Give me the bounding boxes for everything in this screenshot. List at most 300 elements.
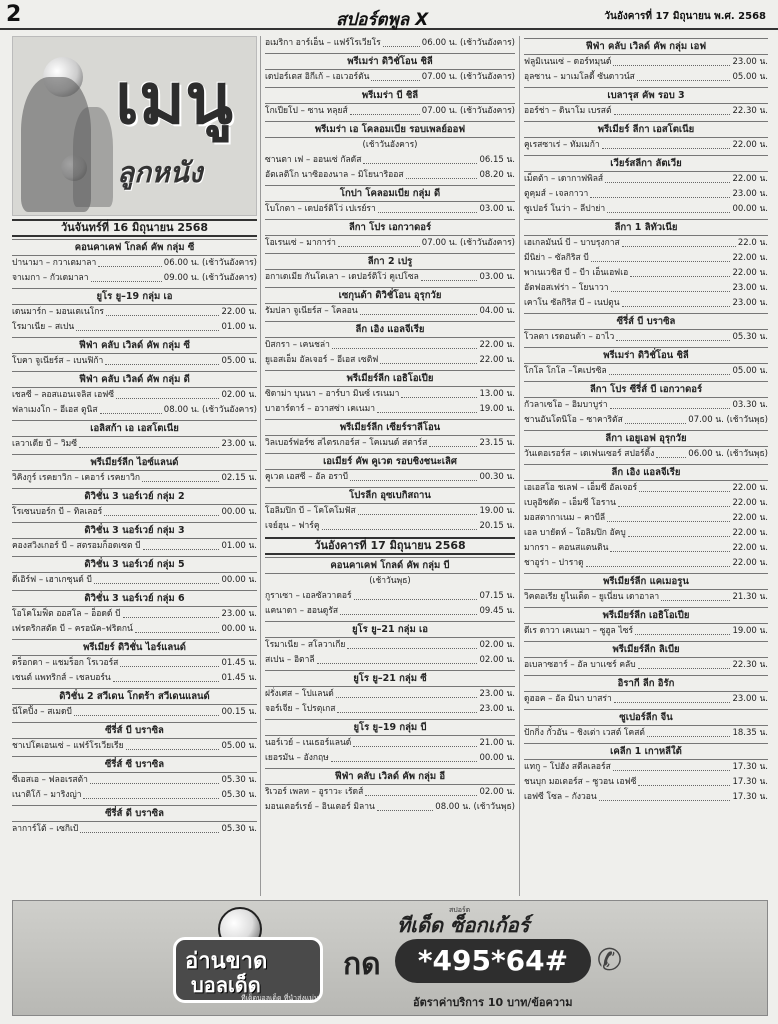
dot-leader bbox=[74, 705, 220, 716]
league-heading: พรีเมร่า เอ โคลอมเบีย รอบเพลย์ออฟ bbox=[265, 121, 515, 138]
league-heading: พรีเมียร์ลีก แคเมอรูน bbox=[524, 573, 768, 590]
fixture-row bbox=[265, 436, 515, 451]
column-1 bbox=[12, 36, 257, 837]
dot-leader bbox=[123, 607, 220, 618]
fixture-row bbox=[265, 236, 515, 251]
dot-leader bbox=[358, 504, 478, 515]
match-teams: ชานอันโตนิโอ – ซาคาริตัส bbox=[524, 415, 623, 425]
dot-leader bbox=[337, 702, 477, 713]
match-teams: เฮเกลมันน์ บี – บาบรุงกาส bbox=[524, 238, 620, 248]
fixture-row bbox=[524, 266, 768, 281]
league-heading: ฟีฟ่า คลับ เวิลด์ คัพ กลุ่ม ดี bbox=[12, 371, 257, 388]
fixture-row bbox=[265, 270, 515, 285]
match-teams: คูเวต เอสซี – อัล อราบี bbox=[265, 472, 349, 482]
fixture-row bbox=[524, 496, 768, 511]
fixture-row bbox=[524, 556, 768, 571]
fixture-list bbox=[265, 53, 515, 534]
match-teams: โรมาเนีย – สโลวาเกีย bbox=[265, 640, 346, 650]
dot-leader bbox=[79, 437, 219, 448]
league-note: (เช้าวันพุธ) bbox=[369, 576, 411, 586]
kickoff-time: 23.00 น. bbox=[479, 689, 515, 699]
match-teams: อัตเลติโก นาซิอองนาล – มิโยนาริออส bbox=[265, 170, 404, 180]
league-heading: ลีกา 2 เปรู bbox=[265, 253, 515, 270]
fixture-row bbox=[524, 236, 768, 251]
ad-dial-code[interactable]: *495*64# bbox=[395, 939, 591, 983]
kickoff-time: 02.00 น. bbox=[479, 787, 515, 797]
kickoff-time: 00.15 น. bbox=[221, 707, 257, 717]
league-heading: ซูเปอร์ลีก จีน bbox=[524, 709, 768, 726]
match-teams: ดีเร ดาวา เคเนมา – ซูฮูล ไซร์ bbox=[524, 626, 634, 636]
fixture-row bbox=[524, 790, 768, 805]
match-teams: มากรา – คอนสแตนติน bbox=[524, 543, 609, 553]
dot-leader bbox=[630, 266, 730, 277]
dot-leader bbox=[90, 773, 220, 784]
league-heading: พรีเมียร์ลีก ลิเบีย bbox=[524, 641, 768, 658]
kickoff-time: 22.30 น. bbox=[732, 106, 768, 116]
kickoff-time: 22.0 น. bbox=[737, 238, 768, 248]
menu-banner bbox=[12, 36, 257, 216]
kickoff-time: 07.00 น. (เช้าวันอังคาร) bbox=[421, 238, 515, 248]
league-heading: ลีกา 1 ลิทัวเนีย bbox=[524, 219, 768, 236]
kickoff-time: 21.30 น. bbox=[732, 592, 768, 602]
advertisement-banner[interactable] bbox=[12, 900, 768, 1016]
fixture-row bbox=[524, 541, 768, 556]
match-teams: นอร์เวย์ – เนเธอร์แลนด์ bbox=[265, 738, 352, 748]
league-note: (เช้าวันอังคาร) bbox=[362, 140, 418, 150]
league-heading: โกปา โคลอมเบีย กลุ่ม ดี bbox=[265, 185, 515, 202]
dot-leader bbox=[613, 55, 730, 66]
match-teams: เจย์ฮุน – ฟาร์คู bbox=[265, 521, 320, 531]
league-heading: ซีรี่ส์ บี บราซิล bbox=[12, 722, 257, 739]
fixture-row bbox=[265, 402, 515, 417]
kickoff-time: 22.00 น. bbox=[732, 513, 768, 523]
fixture-row bbox=[265, 736, 515, 751]
kickoff-time: 22.00 น. bbox=[732, 140, 768, 150]
match-teams: คูเรสซาเร่ – ทัมเมก้า bbox=[524, 140, 600, 150]
league-heading: เซกุนด้า ดิวิชั่โอน อุรุกวัย bbox=[265, 287, 515, 304]
date-heading: วันอังคารที่ 17 มิถุนายน 2568 bbox=[265, 537, 515, 555]
fixture-row bbox=[524, 281, 768, 296]
league-heading: พรีเมียร์ลีก เซียร์ราลีโอน bbox=[265, 419, 515, 436]
match-teams: ชนบุก มอเตอร์ส – ซูวอน เอฟซี bbox=[524, 777, 637, 787]
column-3 bbox=[524, 36, 768, 805]
kickoff-time: 18.35 น. bbox=[732, 728, 768, 738]
dot-leader bbox=[613, 760, 731, 771]
league-heading: ฟีฟ่า คลับ เวิลด์ คัพ กลุ่ม ซี bbox=[12, 337, 257, 354]
kickoff-time: 09.45 น. bbox=[479, 606, 515, 616]
fixture-row bbox=[524, 481, 768, 496]
kickoff-time: 00.30 น. bbox=[479, 472, 515, 482]
banner-title: เมนู bbox=[115, 58, 233, 140]
match-teams: ลาการ์โต้ – เซกิเป้ bbox=[12, 824, 79, 834]
dot-leader bbox=[353, 736, 477, 747]
league-heading: ซีรี่ส์ บี บราซิล bbox=[524, 313, 768, 330]
kickoff-time: 17.30 น. bbox=[732, 792, 768, 802]
dot-leader bbox=[605, 172, 730, 183]
dot-leader bbox=[401, 387, 477, 398]
kickoff-time: 01.00 น. bbox=[221, 541, 257, 551]
kickoff-time: 19.00 น. bbox=[732, 626, 768, 636]
kickoff-time: 01.45 น. bbox=[221, 673, 257, 683]
fixture-row bbox=[524, 251, 768, 266]
kickoff-time: 03.00 น. bbox=[479, 204, 515, 214]
match-teams: กูราเซา – เอลซัลวาดอร์ bbox=[265, 591, 352, 601]
match-teams: วิคตอเรีย ยูไนเต็ด – ยูเนี่ยน เดาอาลา bbox=[524, 592, 660, 602]
fixture-row bbox=[524, 104, 768, 119]
dot-leader bbox=[429, 436, 477, 447]
dot-leader bbox=[591, 251, 731, 262]
ad-brand: ทีเด็ด ซ็อกเก้อร์ bbox=[397, 913, 530, 937]
match-teams: ปักกิ่ง กั๋วอัน – ชิงเต่า เวสต์ โคสต์ bbox=[524, 728, 645, 738]
kickoff-time: 02.15 น. bbox=[221, 473, 257, 483]
match-teams: โวลตา เรดอนด้า – อาไว bbox=[524, 332, 615, 342]
kickoff-time: 22.00 น. bbox=[732, 543, 768, 553]
league-heading: ลีก เอิง แอลจีเรีย bbox=[524, 464, 768, 481]
fixture-row bbox=[12, 403, 257, 418]
match-teams: จาเมกา – กัวเดมาลา bbox=[12, 273, 89, 283]
match-teams: เชลซี – ลอสแอนเจลิส เอฟซี bbox=[12, 390, 114, 400]
kickoff-time: 23.00 น. bbox=[732, 57, 768, 67]
league-heading: ลีกา โปร ซีรี่ส์ บี เอกวาดอร์ bbox=[524, 381, 768, 398]
dot-leader bbox=[100, 403, 162, 414]
kickoff-time: 22.00 น. bbox=[732, 174, 768, 184]
kickoff-time: 00.00 น. bbox=[221, 624, 257, 634]
kickoff-time: 22.00 น. bbox=[732, 483, 768, 493]
column-2 bbox=[265, 36, 515, 815]
kickoff-time: 23.00 น. bbox=[732, 189, 768, 199]
fixture-row bbox=[265, 800, 515, 815]
match-teams: อกาเดเมีย กันโตเลา – เดปอร์ติโว่ คูเปโซล bbox=[265, 272, 419, 282]
kickoff-time: 05.30 น. bbox=[221, 775, 257, 785]
fixture-row bbox=[12, 705, 257, 720]
column-divider bbox=[519, 36, 520, 896]
fixture-row bbox=[12, 822, 257, 837]
ad-badge-line2: บอลเด็ด bbox=[191, 973, 261, 997]
fixture-row bbox=[265, 653, 515, 668]
dot-leader bbox=[639, 481, 730, 492]
match-teams: อเบลาซฮาร์ – อัล บาเเซร์ คลับ bbox=[524, 660, 636, 670]
league-heading: พรีเมียร์ลีก เอธิโอเปีย bbox=[265, 370, 515, 387]
match-teams: ริเวอร์ เพลท – อูราวะ เร้ดส์ bbox=[265, 787, 364, 797]
dot-leader bbox=[91, 271, 162, 282]
league-heading: คอนคาเคฟ โกลด์ คัพ กลุ่ม ซี bbox=[12, 239, 257, 256]
match-teams: อุลซาน – มาเมโลดี้ ซันดาวน์ส bbox=[524, 72, 635, 82]
league-heading: พรีเมียร์ลีก ไอซ์แลนด์ bbox=[12, 454, 257, 471]
kickoff-time: 07.00 น. (เช้าวันอังคาร) bbox=[421, 106, 515, 116]
match-teams: เฟรดริกสตัด บี – ครอนัค–ฟริดกน์ bbox=[12, 624, 133, 634]
dot-leader bbox=[647, 726, 731, 737]
match-teams: ชาอูร่า – ปาราดู bbox=[524, 558, 584, 568]
league-heading: ฟีฟ่า คลับ เวิลด์ คัพ กลุ่ม เอฟ bbox=[524, 38, 768, 55]
league-heading: พรีเมียร์ ดิวิชั่น ไอร์แลนด์ bbox=[12, 639, 257, 656]
dot-leader bbox=[377, 800, 433, 811]
kickoff-time: 00.00 น. bbox=[221, 507, 257, 517]
dot-leader bbox=[599, 790, 731, 801]
fixture-row bbox=[265, 338, 515, 353]
fixture-row bbox=[265, 70, 515, 85]
league-heading: ดิวิชั่น 2 สวีเดน โกตร้า สวีเดนแลนด์ bbox=[12, 688, 257, 705]
match-teams: ซูเปอร์ โนว่า – ลีปาย่า bbox=[524, 204, 606, 214]
fixture-row bbox=[265, 687, 515, 702]
fixture-list bbox=[265, 557, 515, 815]
kickoff-time: 08.00 น. (เช้าวันพุธ) bbox=[435, 802, 515, 812]
column-divider bbox=[260, 36, 261, 896]
dot-leader bbox=[80, 822, 219, 833]
kickoff-time: 22.00 น. bbox=[479, 340, 515, 350]
fixture-row bbox=[265, 702, 515, 717]
league-heading: ดิวิชั่น 3 นอร์เวย์ กลุ่ม 2 bbox=[12, 488, 257, 505]
kickoff-time: 02.00 น. bbox=[479, 640, 515, 650]
dot-leader bbox=[607, 511, 730, 522]
dot-leader bbox=[94, 573, 220, 584]
fixture-row bbox=[524, 726, 768, 741]
league-heading: เบลารุส คัพ รอบ 3 bbox=[524, 87, 768, 104]
league-heading: ยูโร ยู–19 กลุ่ม บี bbox=[265, 719, 515, 736]
kickoff-time: 05.00 น. bbox=[732, 366, 768, 376]
fixture-row bbox=[12, 788, 257, 803]
brand-title: สปอร์ตพูล X bbox=[336, 10, 429, 30]
dot-leader bbox=[378, 202, 478, 213]
league-heading: โปรลีก อุซเบกิสถาน bbox=[265, 487, 515, 504]
match-teams: ซีเอสเอ – ฟลอเรสต้า bbox=[12, 775, 88, 785]
kickoff-time: 05.00 น. bbox=[732, 72, 768, 82]
match-teams: ยูเอสเอ็ม อัลเจอร์ – อีเอส เซติฟ bbox=[265, 355, 379, 365]
dot-leader bbox=[637, 70, 731, 81]
dot-leader bbox=[104, 505, 219, 516]
fixture-row bbox=[12, 388, 257, 403]
league-heading: ลีกา โปร เอกวาดอร์ bbox=[265, 219, 515, 236]
fixture-row bbox=[12, 320, 257, 335]
kickoff-time: 23.00 น. bbox=[732, 694, 768, 704]
match-teams: เบลูอิซดัด – เอ็มซี โอราน bbox=[524, 498, 616, 508]
dot-leader bbox=[350, 470, 477, 481]
league-heading: พรีเมร่า บี ชิลี bbox=[265, 87, 515, 104]
kickoff-time: 05.30 น. bbox=[732, 332, 768, 342]
kickoff-time: 19.00 น. bbox=[479, 506, 515, 516]
league-heading: เอเมียร์ คัพ คูเวต รอบชิงชนะเลิศ bbox=[265, 453, 515, 470]
dot-leader bbox=[365, 785, 477, 796]
league-heading: ลีกา เอยูเอฟ อุรุกวัย bbox=[524, 430, 768, 447]
league-heading: ซีรี่ส์ ดี บราซิล bbox=[12, 805, 257, 822]
kickoff-time: 23.00 น. bbox=[479, 704, 515, 714]
league-heading: ยูโร ยู–19 กลุ่ม เอ bbox=[12, 288, 257, 305]
fixture-row bbox=[12, 739, 257, 754]
kickoff-time: 17.30 น. bbox=[732, 762, 768, 772]
kickoff-time: 22.00 น. bbox=[221, 307, 257, 317]
fixture-row bbox=[12, 505, 257, 520]
fixture-row bbox=[524, 590, 768, 605]
fixture-row bbox=[524, 760, 768, 775]
ad-brand-kicker: สปอร์ต bbox=[449, 906, 471, 914]
fixture-row bbox=[12, 773, 257, 788]
fixture-row bbox=[12, 573, 257, 588]
dot-leader bbox=[126, 739, 220, 750]
match-teams: โกโล โกโล –โคเปรซิล bbox=[524, 366, 607, 376]
date-heading: วันจันทร์ที่ 16 มิถุนายน 2568 bbox=[12, 219, 257, 237]
fixture-row bbox=[524, 70, 768, 85]
kickoff-time: 00.00 น. bbox=[732, 204, 768, 214]
kickoff-time: 04.00 น. bbox=[479, 306, 515, 316]
fixture-row bbox=[12, 305, 257, 320]
fixture-row bbox=[524, 413, 768, 428]
kickoff-time: 06.15 น. bbox=[479, 155, 515, 165]
fixture-row bbox=[12, 437, 257, 452]
match-teams: โกเปียโป – ซาน หลุยส์ bbox=[265, 106, 348, 116]
match-teams: ดร็อกดา – แชมร็อก โรเวอร์ส bbox=[12, 658, 119, 668]
kickoff-time: 19.00 น. bbox=[479, 404, 515, 414]
fixture-row bbox=[265, 387, 515, 402]
dot-leader bbox=[611, 281, 731, 292]
dot-leader bbox=[406, 168, 478, 179]
match-teams: โอโคโมฟ็ต ออสโล – อ็อดด์ บี bbox=[12, 609, 121, 619]
fixture-row bbox=[524, 364, 768, 379]
kickoff-time: 01.00 น. bbox=[221, 322, 257, 332]
match-teams: เยอรมัน – อังกฤษ bbox=[265, 753, 329, 763]
match-teams: รัมปลา จูเนียร์ส – โคลอน bbox=[265, 306, 358, 316]
kickoff-time: 08.20 น. bbox=[479, 170, 515, 180]
league-heading: ดิวิชั่น 3 นอร์เวย์ กลุ่ม 6 bbox=[12, 590, 257, 607]
match-teams: โอลิมปิก บี – โคโคโมฟัส bbox=[265, 506, 356, 516]
match-teams: เชนต์ แพทริกส์ – เชลบอร์น bbox=[12, 673, 111, 683]
kickoff-time: 22.00 น. bbox=[732, 498, 768, 508]
match-teams: วันเดอเรอร์ส – เดเฟนเซอร์ สปอร์ติ้ง bbox=[524, 449, 655, 459]
kickoff-time: 07.15 น. bbox=[479, 591, 515, 601]
fixture-row bbox=[524, 187, 768, 202]
kickoff-time: 22.30 น. bbox=[732, 660, 768, 670]
kickoff-time: 17.30 น. bbox=[732, 777, 768, 787]
league-heading: ซีรี่ส์ ซี บราซิล bbox=[12, 756, 257, 773]
dot-leader bbox=[625, 413, 687, 424]
kickoff-time: 06.00 น. (เช้าวันอังคาร) bbox=[421, 38, 515, 48]
dot-leader bbox=[336, 687, 478, 698]
league-heading: พรีเมร่า ดิวิชั่โอน ชิลี bbox=[265, 53, 515, 70]
ad-dial-label: กด bbox=[343, 947, 381, 982]
match-teams: มอสตากาเนม – คาบีลี bbox=[524, 513, 606, 523]
match-teams: โบโกตา – เดปอร์ติโว่ เปเรย์รา bbox=[265, 204, 376, 214]
dot-leader bbox=[350, 104, 420, 115]
dot-leader bbox=[622, 296, 731, 307]
league-heading: ลีก เอิง แอลจีเรีย bbox=[265, 321, 515, 338]
match-teams: เนาติโก้ – มาริงญ่า bbox=[12, 790, 82, 800]
kickoff-time: 08.00 น. (เช้าวันอังคาร) bbox=[163, 405, 257, 415]
match-teams: เม็ตต้า – เดากาฟพิลส์ bbox=[524, 174, 604, 184]
match-teams: ฝรั่งเศส – โปแลนด์ bbox=[265, 689, 334, 699]
kickoff-time: 22.00 น. bbox=[479, 355, 515, 365]
match-teams: แทกู – โปฮัง สตีลเลอร์ส bbox=[524, 762, 611, 772]
dot-leader bbox=[614, 104, 731, 115]
fixture-row bbox=[265, 638, 515, 653]
fixture-row bbox=[524, 55, 768, 70]
match-teams: ซิดาม่า บุนนา – อาร์บา มินซ์ เรเนมา bbox=[265, 389, 400, 399]
fixture-row bbox=[524, 447, 768, 462]
phone-icon: ✆ bbox=[597, 943, 623, 978]
fixture-list bbox=[12, 239, 257, 837]
kickoff-time: 07.00 น. (เช้าวันพุธ) bbox=[688, 415, 768, 425]
fixture-row bbox=[265, 589, 515, 604]
match-teams: กัวลาเซโอ – อิมบาบูร่า bbox=[524, 400, 608, 410]
match-teams: ฟลูมิเนนเซ่ – ดอร์ทมุนด์ bbox=[524, 57, 612, 67]
fixture-row bbox=[12, 671, 257, 686]
dot-leader bbox=[380, 353, 477, 364]
fixture-row bbox=[265, 353, 515, 368]
fixture-row bbox=[12, 622, 257, 637]
match-teams: ซานตา เฟ – ออนเซ่ กัลดัส bbox=[265, 155, 362, 165]
dot-leader bbox=[377, 402, 477, 413]
match-teams: วิลเบอร์ฟอร์ซ สไตรเกอร์ส – โคเมนด์ สตาร์ส bbox=[265, 438, 428, 448]
fixture-row bbox=[265, 104, 515, 119]
fixture-row bbox=[524, 511, 768, 526]
dot-leader bbox=[322, 519, 478, 530]
league-heading: พรีเมียร์ ลีกา เอสโตเนีย bbox=[524, 121, 768, 138]
dot-leader bbox=[590, 187, 730, 198]
fixture-row bbox=[265, 202, 515, 217]
dot-leader bbox=[76, 320, 219, 331]
match-teams: จอร์เจีย – โปรตุเกส bbox=[265, 704, 336, 714]
dot-leader bbox=[135, 622, 220, 633]
dot-leader bbox=[602, 138, 731, 149]
league-heading: พรีเมร่า ดิวิชั่โอน ชิลี bbox=[524, 347, 768, 364]
league-heading: เวียร์สลีกา ลัตเวีย bbox=[524, 155, 768, 172]
dot-leader bbox=[586, 556, 731, 567]
kickoff-time: 00.00 น. bbox=[479, 753, 515, 763]
dot-leader bbox=[363, 153, 477, 164]
dot-leader bbox=[661, 590, 730, 601]
fixture-row bbox=[12, 354, 257, 369]
match-teams: แคนาดา – ฮอนดูรัส bbox=[265, 606, 339, 616]
fixture-row bbox=[524, 202, 768, 217]
fixture-row bbox=[524, 775, 768, 790]
kickoff-time: 23.00 น. bbox=[221, 609, 257, 619]
banner-subtitle: ลูกหนัง bbox=[117, 156, 203, 189]
fixture-row bbox=[524, 658, 768, 673]
dot-leader bbox=[371, 70, 419, 81]
kickoff-time: 22.00 น. bbox=[732, 268, 768, 278]
match-teams: บาฮาร์ดาร์ – อวาสซ่า เคเนมา bbox=[265, 404, 375, 414]
match-teams: เคาโน ซัลกิริส บี – เนปตูน bbox=[524, 298, 620, 308]
dot-leader bbox=[638, 775, 730, 786]
dot-leader bbox=[607, 202, 730, 213]
ad-price-text: อัตราค่าบริการ 10 บาท/ข้อความ bbox=[413, 996, 573, 1009]
fixture-row bbox=[12, 256, 257, 271]
match-teams: เลวาเดีย บี – วิมซี bbox=[12, 439, 77, 449]
fixture-row bbox=[265, 519, 515, 534]
fixture-list bbox=[265, 36, 515, 51]
fixture-row bbox=[265, 504, 515, 519]
kickoff-time: 06.00 น. (เช้าวันอังคาร) bbox=[163, 258, 257, 268]
dot-leader bbox=[116, 388, 219, 399]
league-heading: คอนคาเคฟ โกลด์ คัพ กลุ่ม บี bbox=[265, 557, 515, 574]
kickoff-time: 03.00 น. bbox=[479, 272, 515, 282]
match-teams: โรเซนบอร์ก บี – ทิลเลอร์ bbox=[12, 507, 103, 517]
fixture-row bbox=[524, 398, 768, 413]
match-teams: มอนเตอร์เรย์ – อินเตอร์ มิลาน bbox=[265, 802, 375, 812]
match-teams: ปานามา – กวาเตมาลา bbox=[12, 258, 97, 268]
match-teams: สเปน – อิตาลี bbox=[265, 655, 315, 665]
match-teams: โรมาเนีย – สเปน bbox=[12, 322, 75, 332]
dot-leader bbox=[421, 270, 478, 281]
dot-leader bbox=[105, 354, 219, 365]
fixture-row bbox=[12, 471, 257, 486]
match-teams: มีนิย่า – ซัลกิริส บี bbox=[524, 253, 589, 263]
match-teams: ตูคุมส์ – เจลกาวา bbox=[524, 189, 589, 199]
dot-leader bbox=[614, 692, 731, 703]
fixture-row bbox=[265, 304, 515, 319]
kickoff-time: 22.00 น. bbox=[732, 528, 768, 538]
kickoff-time: 01.45 น. bbox=[221, 658, 257, 668]
match-teams: เดปอร์เตส อิกีเก้ – เอเวอร์ตัน bbox=[265, 72, 370, 82]
match-teams: เอฟซี โซล – กังวอน bbox=[524, 792, 597, 802]
match-teams: พาเนเวชิส บี – บีา เอ็นเอฟเอ bbox=[524, 268, 629, 278]
